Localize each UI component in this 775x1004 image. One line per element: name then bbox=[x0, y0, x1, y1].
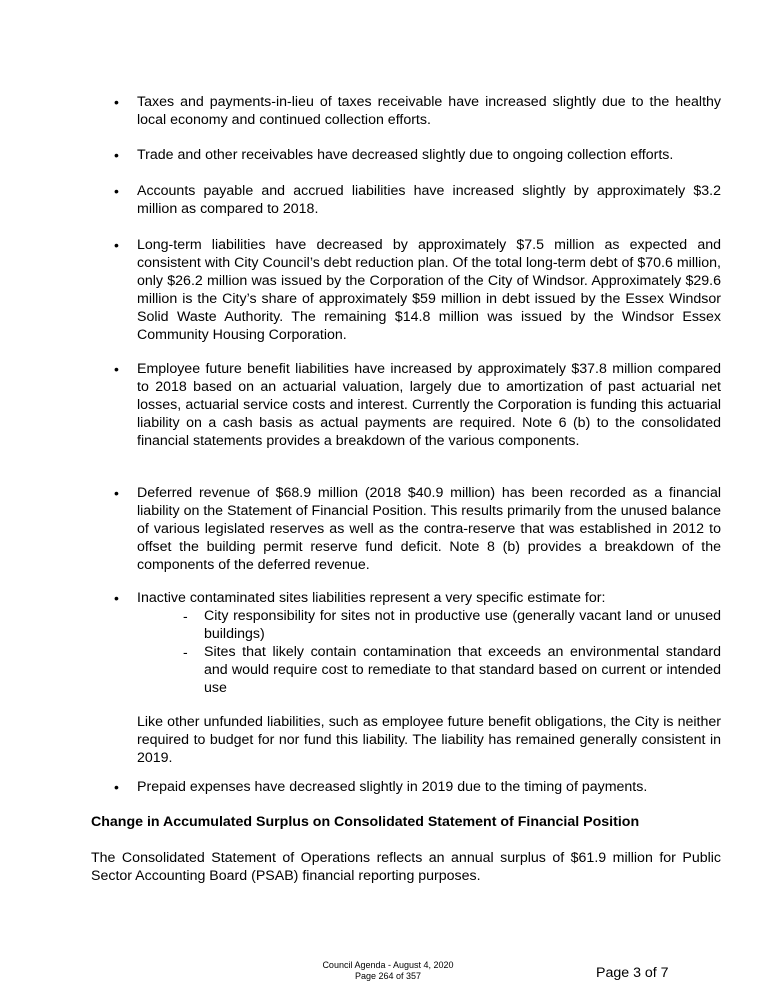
bullet-marker: • bbox=[114, 485, 119, 501]
dash-marker: - bbox=[183, 608, 188, 624]
bullet-marker: • bbox=[114, 147, 119, 163]
footer-agenda-page: Page 264 of 357 bbox=[354, 971, 422, 981]
bullet-marker: • bbox=[114, 183, 119, 199]
sub-bullet-city-responsibility: City responsibility for sites not in productive use (generally vacant land or unused buildings) bbox=[204, 608, 721, 642]
bullet-accounts-payable: Accounts payable and accrued liabilities have increased slightly by approximately $3.2 million as compared to 2018. bbox=[137, 183, 721, 217]
page-number: Page 3 of 7 bbox=[596, 965, 669, 981]
dash-marker: - bbox=[183, 644, 188, 660]
bullet-trade-receivables: Trade and other receivables have decreased slightly due to ongoing collection efforts. bbox=[137, 147, 674, 163]
bullet-marker: • bbox=[114, 590, 119, 606]
bullet-employee-benefits: Employee future benefit liabilities have increased by approximately $37.8 million compared to 2018 based on an actuarial valuation, largely due to amortization of past actuarial net losses, actuarial service costs and interest. Currently the Corporation is funding this actuarial liability on a cash basis as actual payments are required. Note 6 (b) to the consolidated financial statements provides a breakdown of the various components. bbox=[137, 361, 721, 449]
bullet-long-term-liabilities: Long-term liabilities have decreased by approximately $7.5 million as expected and consistent with City Council’s debt reduction plan. Of the total long-term debt of $70.6 million, only $26.2 million was issued by the Corporation of the City of Windsor. Approximately $29.6 million is the City’s share of approximately $59 million in debt issued by the Essex Windsor Solid Waste Authority. The remaining $14.8 million was issued by the Windsor Essex Community Housing Corporation. bbox=[137, 237, 721, 343]
bullet-marker: • bbox=[114, 237, 119, 253]
bullet-marker: • bbox=[114, 779, 119, 795]
bullet-contaminated-sites: Inactive contaminated sites liabilities represent a very specific estimate for: bbox=[137, 590, 606, 606]
footer-agenda-line: Council Agenda - August 4, 2020 bbox=[322, 960, 454, 970]
unfunded-liabilities-paragraph: Like other unfunded liabilities, such as employee future benefit obligations, the City is neither required to budget for nor fund this liability. The liability has remained generally consistent in 2019. bbox=[137, 714, 721, 766]
bullet-taxes-receivable: Taxes and payments-in-lieu of taxes receivable have increased slightly due to the healthy local economy and continued collection efforts. bbox=[137, 94, 721, 128]
section-paragraph: The Consolidated Statement of Operations reflects an annual surplus of $61.9 million for Public Sector Accounting Board (PSAB) financial reporting purposes. bbox=[91, 850, 721, 884]
section-heading: Change in Accumulated Surplus on Consolidated Statement of Financial Position bbox=[91, 814, 640, 830]
bullet-marker: • bbox=[114, 361, 119, 377]
bullet-prepaid-expenses: Prepaid expenses have decreased slightly in 2019 due to the timing of payments. bbox=[137, 779, 648, 795]
bullet-deferred-revenue: Deferred revenue of $68.9 million (2018 $40.9 million) has been recorded as a financial liability on the Statement of Financial Position. This results primarily from the unused balance of various legislated reserves as well as the contra-reserve that was established in 2012 to offset the building permit reserve fund deficit. Note 8 (b) provides a breakdown of the components of the deferred revenue. bbox=[137, 485, 721, 573]
sub-bullet-contamination-sites: Sites that likely contain contamination that exceeds an environmental standard and would require cost to remediate to that standard based on current or intended use bbox=[204, 644, 721, 696]
footer-agenda bbox=[288, 960, 488, 982]
bullet-marker: • bbox=[114, 94, 119, 110]
